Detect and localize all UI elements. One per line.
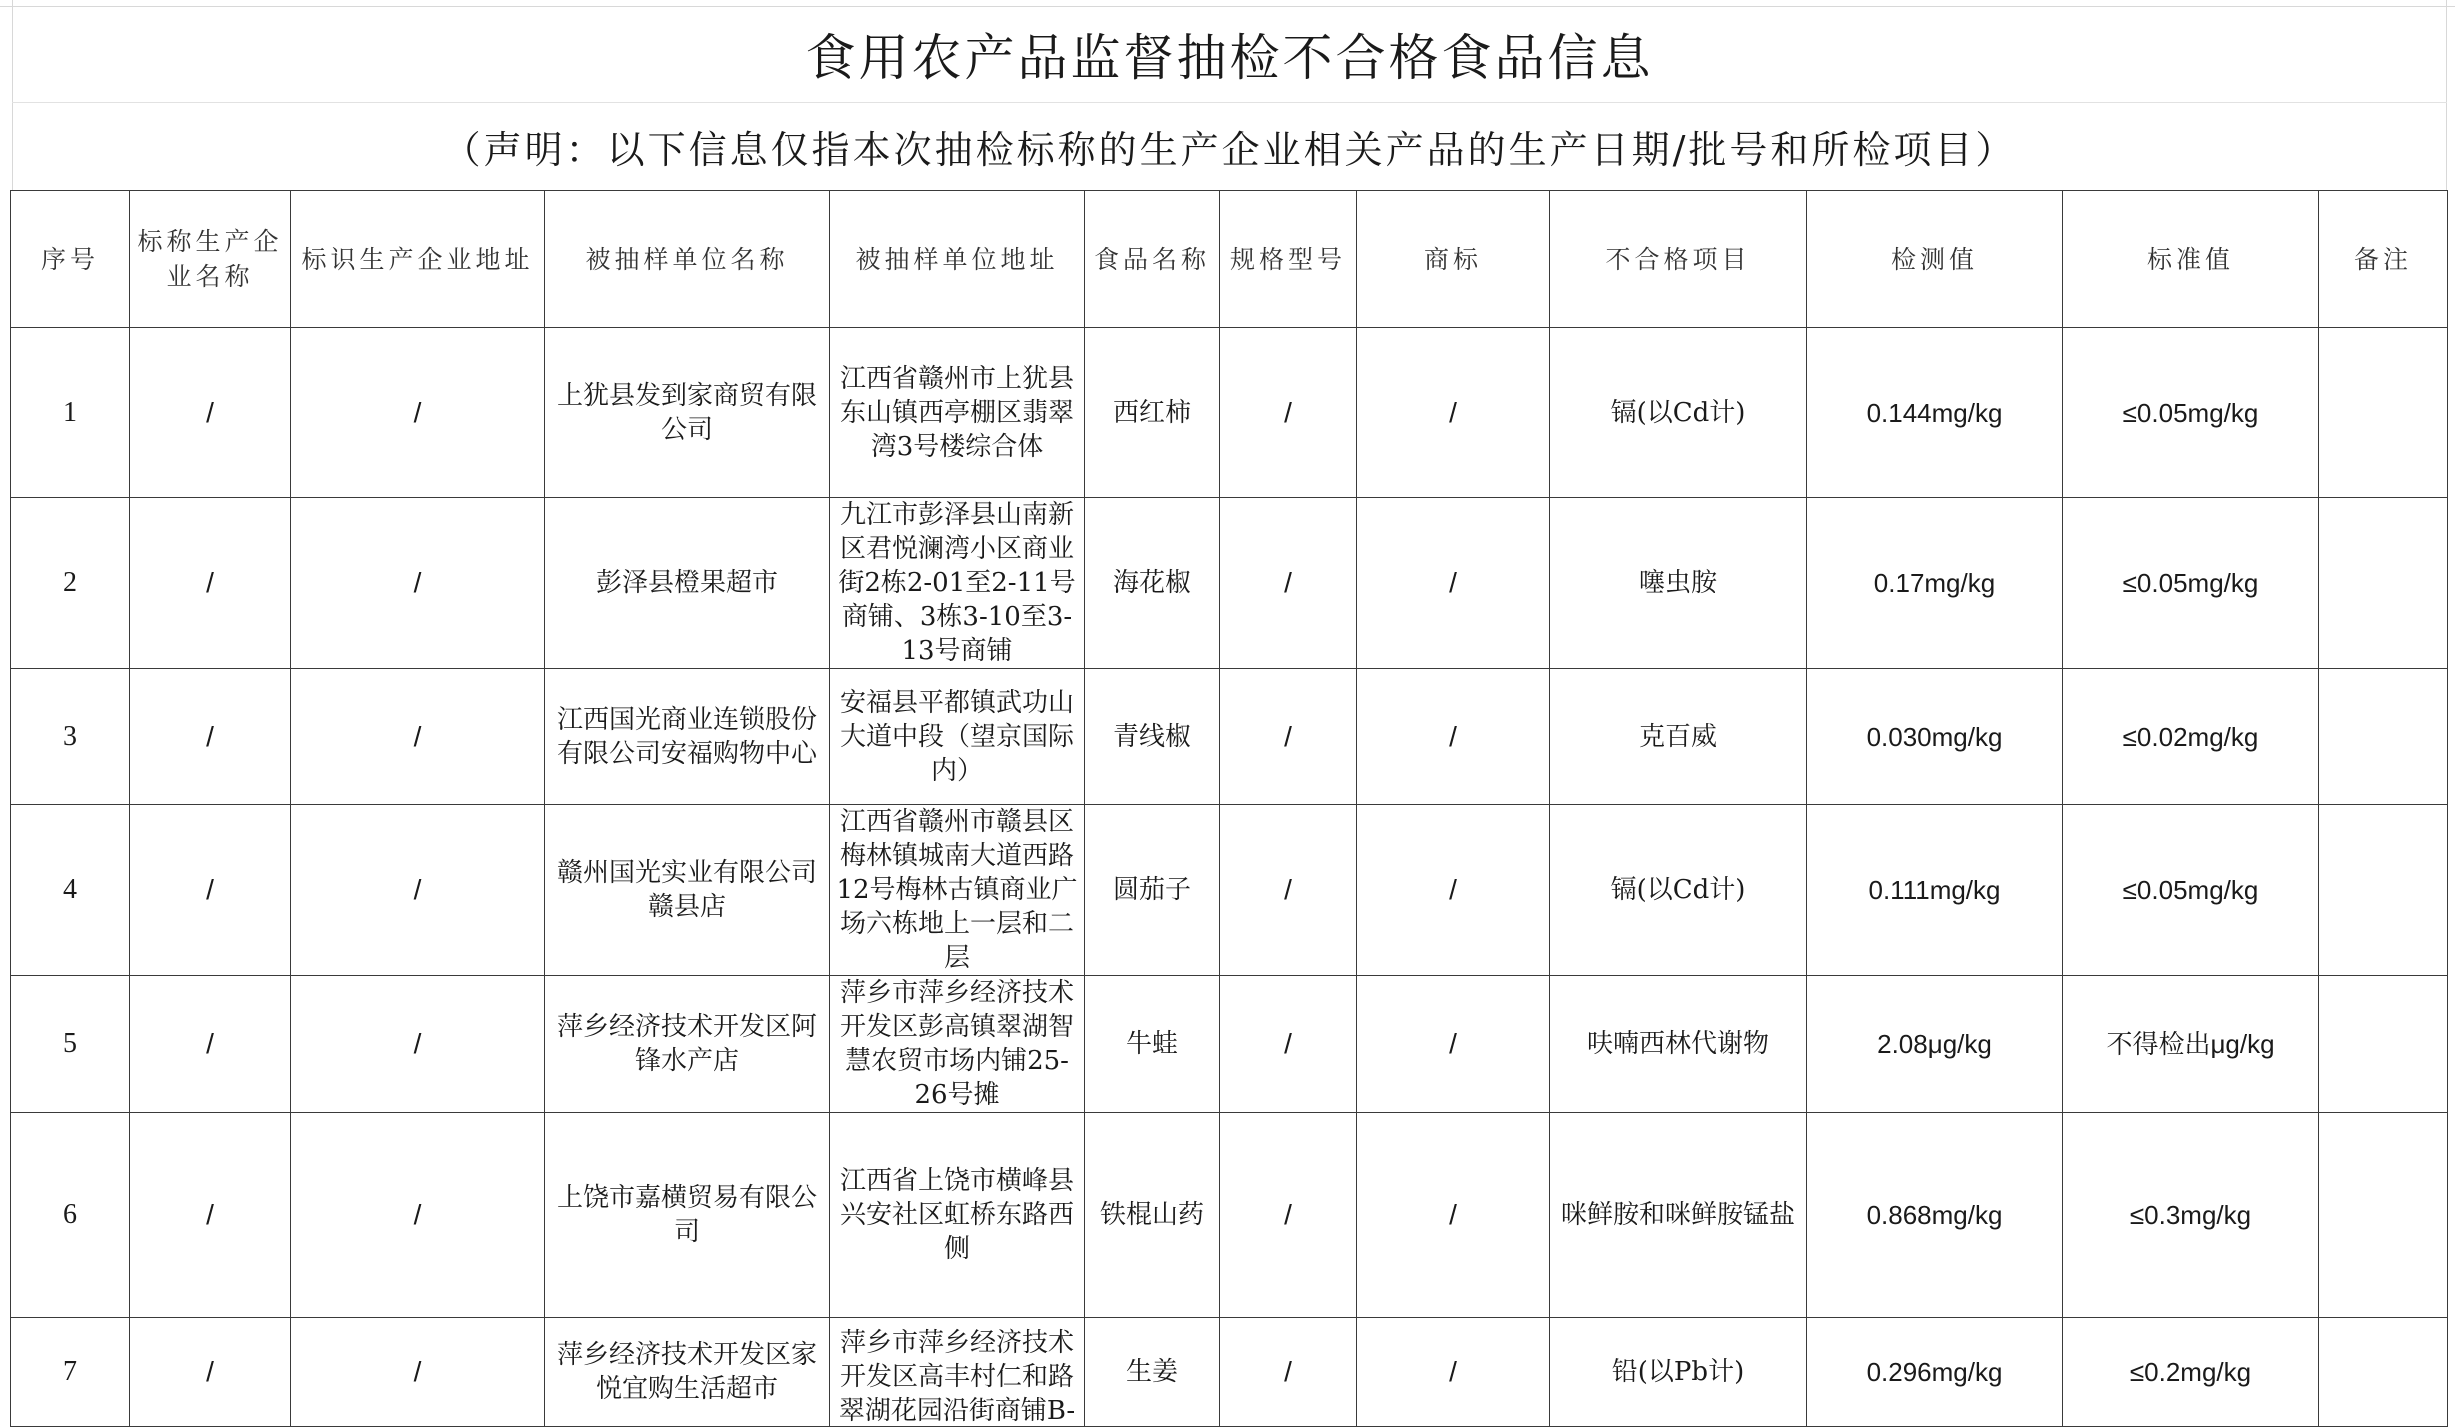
cell-note [2319,1318,2448,1427]
header-standard-value: 标准值 [2063,191,2319,328]
cell-measured-value: 0.868mg/kg [1807,1113,2063,1318]
cell-producer: / [130,1113,291,1318]
cell-note [2319,669,2448,805]
header-measured-value: 检测值 [1807,191,2063,328]
cell-measured-value: 0.296mg/kg [1807,1318,2063,1427]
cell-nonconforming-item: 铅(以Pb计) [1550,1318,1807,1427]
header-note: 备注 [2319,191,2448,328]
cell-spec: / [1220,1318,1357,1427]
cell-producer-address: / [291,976,545,1113]
cell-standard-value: ≤0.3mg/kg [2063,1113,2319,1318]
cell-sampled-unit: 萍乡经济技术开发区家悦宜购生活超市 [545,1318,830,1427]
cell-measured-value: 0.17mg/kg [1807,498,2063,669]
cell-sampled-address: 江西省赣州市赣县区梅林镇城南大道西路12号梅林古镇商业广场六栋地上一层和二层 [830,805,1085,976]
cell-brand: / [1357,1318,1550,1427]
cell-brand: / [1357,1113,1550,1318]
cell-spec: / [1220,805,1357,976]
cell-measured-value: 2.08μg/kg [1807,976,2063,1113]
cell-food-name: 牛蛙 [1085,976,1220,1113]
cell-measured-value: 0.030mg/kg [1807,669,2063,805]
cell-note [2319,976,2448,1113]
header-producer-address: 标识生产企业地址 [291,191,545,328]
cell-producer: / [130,669,291,805]
cell-sampled-address: 江西省赣州市上犹县东山镇西亭棚区翡翠湾3号楼综合体 [830,328,1085,498]
document-disclaimer: （声明：以下信息仅指本次抽检标称的生产企业相关产品的生产日期/批号和所检项目） [442,127,2017,172]
cell-note [2319,328,2448,498]
table-row [11,669,2448,805]
cell-seq: 3 [11,669,130,805]
cell-producer-address: / [291,1318,545,1427]
cell-producer: / [130,498,291,669]
cell-sampled-unit: 江西国光商业连锁股份有限公司安福购物中心 [545,669,830,805]
cell-brand: / [1357,498,1550,669]
cell-sampled-address: 萍乡市萍乡经济技术开发区彭高镇翠湖智慧农贸市场内铺25-26号摊 [830,976,1085,1113]
cell-sampled-unit: 赣州国光实业有限公司赣县店 [545,805,830,976]
cell-nonconforming-item: 呋喃西林代谢物 [1550,976,1807,1113]
cell-sampled-unit: 上饶市嘉横贸易有限公司 [545,1113,830,1318]
cell-sampled-unit: 上犹县发到家商贸有限公司 [545,328,830,498]
cell-sampled-unit: 彭泽县橙果超市 [545,498,830,669]
table-row [11,498,2448,669]
cell-producer: / [130,328,291,498]
cell-sampled-address: 安福县平都镇武功山大道中段（望京国际内） [830,669,1085,805]
cell-standard-value: ≤0.02mg/kg [2063,669,2319,805]
cell-sampled-unit: 萍乡经济技术开发区阿锋水产店 [545,976,830,1113]
cell-food-name: 生姜 [1085,1318,1220,1427]
cell-producer-address: / [291,805,545,976]
cell-spec: / [1220,1113,1357,1318]
header-spec: 规格型号 [1220,191,1357,328]
cell-brand: / [1357,328,1550,498]
cell-spec: / [1220,498,1357,669]
cell-producer-address: / [291,498,545,669]
cell-standard-value: ≤0.05mg/kg [2063,498,2319,669]
cell-producer: / [130,976,291,1113]
cell-spec: / [1220,328,1357,498]
clipped-address-text: 萍乡市萍乡经济技术开发区高丰村仁和路翠湖花园沿街商铺B- [838,1328,1076,1426]
cell-standard-value: ≤0.05mg/kg [2063,805,2319,976]
header-brand: 商标 [1357,191,1550,328]
nonconforming-food-table [10,190,2448,1427]
header-sampled-unit: 被抽样单位名称 [545,191,830,328]
table-row [11,976,2448,1113]
cell-sampled-address: 江西省上饶市横峰县兴安社区虹桥东路西侧 [830,1113,1085,1318]
cell-seq: 7 [11,1318,130,1427]
cell-producer-address: / [291,328,545,498]
table-row [11,1318,2448,1427]
table-row [11,1113,2448,1318]
cell-producer-address: / [291,669,545,805]
cell-brand: / [1357,805,1550,976]
cell-food-name: 海花椒 [1085,498,1220,669]
cell-nonconforming-item: 咪鲜胺和咪鲜胺锰盐 [1550,1113,1807,1318]
cell-sampled-address [830,1318,1085,1427]
header-producer: 标称生产企业名称 [130,191,291,328]
cell-note [2319,805,2448,976]
cell-note [2319,498,2448,669]
header-row [11,191,2448,328]
cell-seq: 5 [11,976,130,1113]
cell-spec: / [1220,669,1357,805]
header-nonconforming-item: 不合格项目 [1550,191,1807,328]
document-title: 食用农产品监督抽检不合格食品信息 [12,6,2447,103]
cell-measured-value: 0.144mg/kg [1807,328,2063,498]
cell-nonconforming-item: 噻虫胺 [1550,498,1807,669]
cell-producer: / [130,805,291,976]
cell-food-name: 青线椒 [1085,669,1220,805]
cell-brand: / [1357,976,1550,1113]
cell-brand: / [1357,669,1550,805]
cell-spec: / [1220,976,1357,1113]
cell-food-name: 西红柿 [1085,328,1220,498]
header-sampled-address: 被抽样单位地址 [830,191,1085,328]
cell-nonconforming-item: 镉(以Cd计) [1550,805,1807,976]
cell-seq: 6 [11,1113,130,1318]
cell-food-name: 铁棍山药 [1085,1113,1220,1318]
table-row [11,805,2448,976]
header-seq: 序号 [11,191,130,328]
cell-producer: / [130,1318,291,1427]
cell-producer-address: / [291,1113,545,1318]
cell-note [2319,1113,2448,1318]
header-food-name: 食品名称 [1085,191,1220,328]
cell-sampled-address: 九江市彭泽县山南新区君悦澜湾小区商业街2栋2-01至2-11号商铺、3栋3-10至3-13号商铺 [830,498,1085,669]
cell-food-name: 圆茄子 [1085,805,1220,976]
cell-standard-value: ≤0.2mg/kg [2063,1318,2319,1427]
cell-standard-value: ≤0.05mg/kg [2063,328,2319,498]
cell-seq: 4 [11,805,130,976]
cell-seq: 1 [11,328,130,498]
cell-nonconforming-item: 克百威 [1550,669,1807,805]
cell-nonconforming-item: 镉(以Cd计) [1550,328,1807,498]
cell-standard-value: 不得检出μg/kg [2063,976,2319,1113]
table-row [11,328,2448,498]
cell-seq: 2 [11,498,130,669]
cell-measured-value: 0.111mg/kg [1807,805,2063,976]
